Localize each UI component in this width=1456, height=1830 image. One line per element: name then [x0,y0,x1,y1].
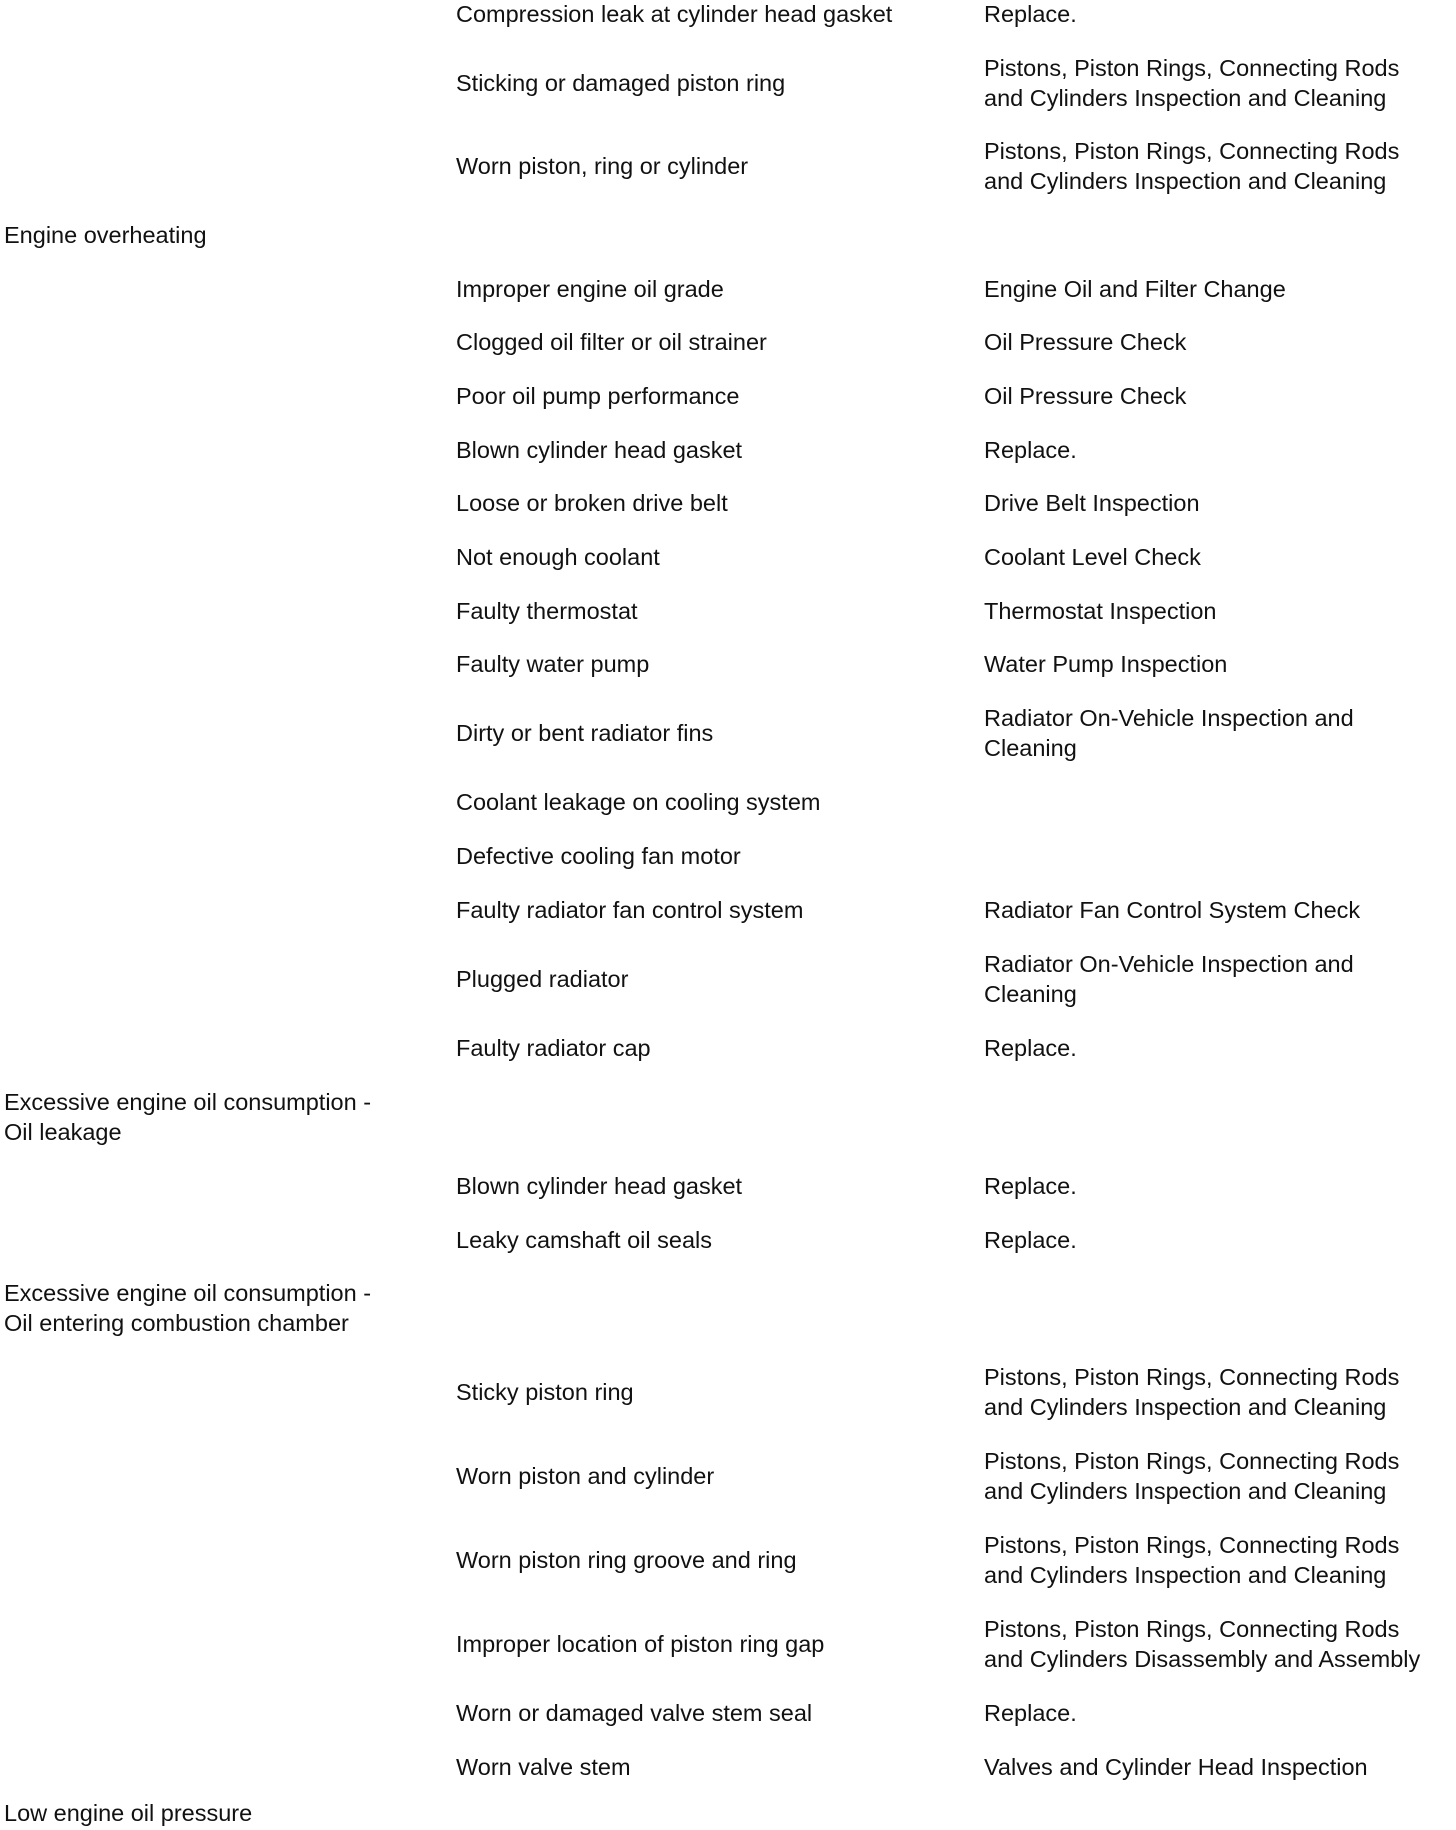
cause-text: Faulty water pump [456,651,650,677]
action-text-line2: and Cylinders Inspection and Cleaning [984,168,1387,194]
cause-text: Faulty thermostat [456,598,638,624]
action-text: Replace. [984,1,1077,27]
action-text-line2: and Cylinders Inspection and Cleaning [984,85,1387,111]
action-text: Radiator Fan Control System Check [984,897,1361,923]
cause-text: Poor oil pump performance [456,383,740,409]
cause-text: Coolant leakage on cooling system [456,789,821,815]
action-text-line1: Radiator On-Vehicle Inspection and [984,705,1354,731]
action-text-line1: Radiator On-Vehicle Inspection and [984,951,1354,977]
action-text-line1: Pistons, Piston Rings, Connecting Rods [984,1616,1400,1642]
cause-text: Blown cylinder head gasket [456,437,743,463]
symptom-heading-line1: Excessive engine oil consumption - [4,1280,372,1306]
cause-text: Worn or damaged valve stem seal [456,1700,813,1726]
cause-text: Worn valve stem [456,1754,631,1780]
cause-text: Compression leak at cylinder head gasket [456,1,893,27]
action-text: Oil Pressure Check [984,329,1187,355]
action-text-line1: Pistons, Piston Rings, Connecting Rods [984,55,1400,81]
cause-text: Clogged oil filter or oil strainer [456,329,767,355]
action-text: Replace. [984,1700,1077,1726]
cause-text: Worn piston and cylinder [456,1463,715,1489]
action-text: Engine Oil and Filter Change [984,276,1286,302]
cause-text: Sticking or damaged piston ring [456,70,786,96]
action-text: Valves and Cylinder Head Inspection [984,1754,1368,1780]
symptom-heading-line1: Excessive engine oil consumption - [4,1089,372,1115]
action-text: Oil Pressure Check [984,383,1187,409]
action-text-line1: Pistons, Piston Rings, Connecting Rods [984,1448,1400,1474]
action-text-line1: Pistons, Piston Rings, Connecting Rods [984,1532,1400,1558]
action-text: Drive Belt Inspection [984,490,1200,516]
action-text: Replace. [984,1035,1077,1061]
cause-text: Worn piston ring groove and ring [456,1547,797,1573]
action-text-line2: Cleaning [984,981,1077,1007]
cause-text: Loose or broken drive belt [456,490,728,516]
action-text-line1: Pistons, Piston Rings, Connecting Rods [984,138,1400,164]
cause-text: Blown cylinder head gasket [456,1173,743,1199]
action-text: Thermostat Inspection [984,598,1217,624]
cause-text: Not enough coolant [456,544,660,570]
action-text-line2: and Cylinders Inspection and Cleaning [984,1478,1387,1504]
cause-text: Worn piston, ring or cylinder [456,153,749,179]
symptom-heading-line2: Oil entering combustion chamber [4,1310,349,1336]
cause-text: Dirty or bent radiator fins [456,720,714,746]
cause-text: Faulty radiator fan control system [456,897,804,923]
cause-text: Improper engine oil grade [456,276,724,302]
action-text: Replace. [984,437,1077,463]
action-text: Coolant Level Check [984,544,1201,570]
action-text-line2: and Cylinders Disassembly and Assembly [984,1646,1421,1672]
action-text: Replace. [984,1227,1077,1253]
cause-text: Improper location of piston ring gap [456,1631,825,1657]
symptom-heading: Engine overheating [4,222,207,248]
cause-text: Faulty radiator cap [456,1035,651,1061]
cause-text: Defective cooling fan motor [456,843,741,869]
cause-text: Sticky piston ring [456,1379,634,1405]
cause-text: Plugged radiator [456,966,629,992]
action-text-line2: and Cylinders Inspection and Cleaning [984,1562,1387,1588]
action-text: Water Pump Inspection [984,651,1228,677]
cause-text: Leaky camshaft oil seals [456,1227,713,1253]
action-text-line2: Cleaning [984,735,1077,761]
symptom-heading-line2: Oil leakage [4,1119,122,1145]
action-text-line1: Pistons, Piston Rings, Connecting Rods [984,1364,1400,1390]
action-text-line2: and Cylinders Inspection and Cleaning [984,1394,1387,1420]
symptom-heading: Low engine oil pressure [4,1800,253,1826]
action-text: Replace. [984,1173,1077,1199]
